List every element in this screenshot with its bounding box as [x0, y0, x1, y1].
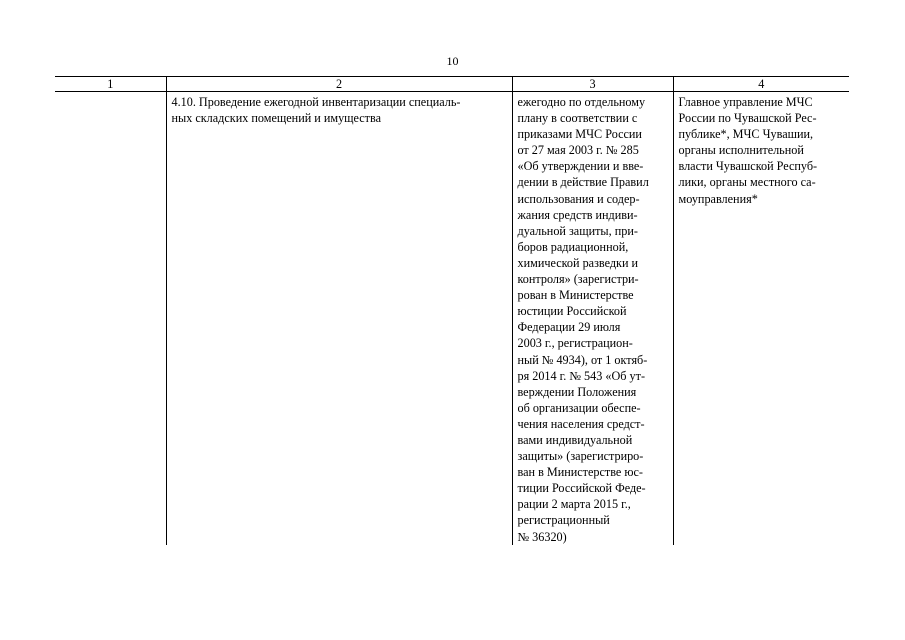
column-header-2: 2	[166, 77, 512, 92]
cell-deadline	[512, 92, 673, 545]
measures-table	[55, 76, 849, 545]
column-header-1: 1	[55, 77, 166, 92]
cell-measure	[166, 92, 512, 545]
cell-deadline-text: ежегодно по отдельному плану в соответствии с приказами МЧС России от 27 мая 2003 г. № 285 «Об утверждении и вве- дении в действие Правил использования и содер- жания средств индиви- дуальной защиты, при- боров радиационной, химической разведки и контроля» (зарегистри- рован в Министерстве юстиции Российской Федерации 29 июля 2003 г., регистрацион- ный № 4934), от 1 октяб- ря 2014 г. № 543 «Об ут- верждении Положения об организации обеспе- чения населения средст- вами индивидуальной защиты» (зарегистриро- ван в Министерстве юс- тиции Российской Феде- рации 2 марта 2015 г., регистрационный № 36320)	[517, 95, 649, 544]
cell-responsible-text: Главное управление МЧС России по Чувашской Рес- публике*, МЧС Чувашии, органы исполнительной власти Чувашской Респуб- лики, органы местного са- моуправления*	[678, 95, 818, 206]
cell-measure-text: 4.10. Проведение ежегодной инвентаризации специаль- ных складских помещений и имущества	[171, 95, 461, 126]
table-row	[55, 92, 849, 545]
page-number: 10	[446, 54, 459, 68]
cell-number	[55, 92, 166, 545]
column-header-3: 3	[512, 77, 673, 92]
cell-responsible	[673, 92, 849, 545]
table-header-row	[55, 77, 849, 92]
column-header-4: 4	[673, 77, 849, 92]
